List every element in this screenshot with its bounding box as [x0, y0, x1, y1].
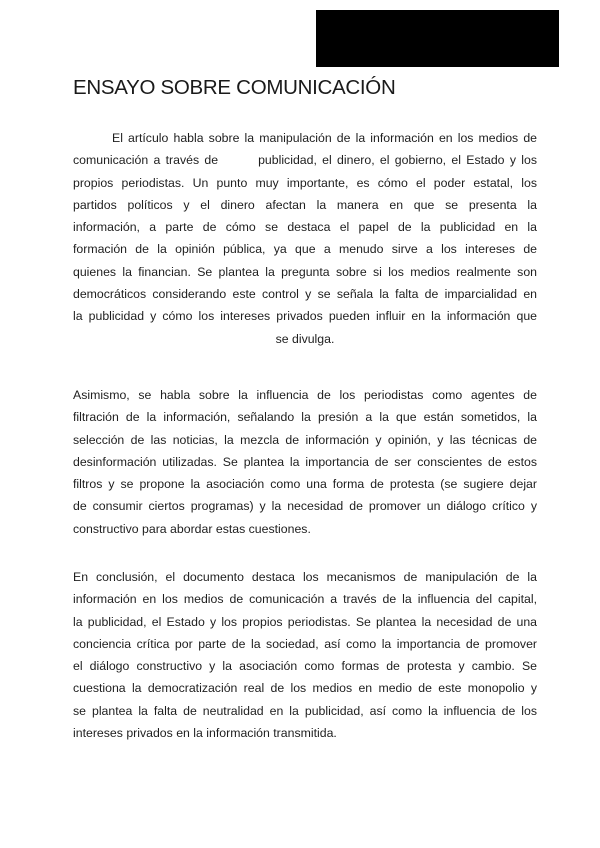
text-line: El artículo habla sobre la manipulación de la información en los medios de [112, 131, 537, 145]
text-line: propios periodistas. Un punto muy importante, es cómo el poder estatal, los [73, 175, 537, 190]
text-fragment: publicidad, el dinero, el gobierno, el Estado y los [258, 153, 537, 168]
text-line: conciencia crítica por parte de la sociedad, así como la importancia de promover [73, 636, 537, 651]
paragraph-1 [73, 127, 537, 350]
text-line: desinformación utilizadas. Se plantea la importancia de ser conscientes de estos [73, 454, 537, 469]
paragraph-3 [73, 566, 537, 744]
text-line-with-gap [73, 149, 537, 171]
text-line: se divulga. [275, 331, 335, 346]
text-line: filtración de la información, señalando la presión a la que están sometidos, la [73, 410, 537, 425]
text-line: Asimismo, se habla sobre la influencia de los periodistas como agentes de [73, 388, 537, 402]
text-line: constructivo para abordar estas cuestiones. [73, 521, 311, 536]
text-line: En conclusión, el documento destaca los mecanismos de manipulación de la [73, 570, 537, 584]
text-line: democráticos considerando este control y se señala la falta de imparcialidad en [73, 287, 537, 302]
text-line: filtros y se propone la asociación como una forma de protesta (se sugiere dejar [73, 477, 537, 492]
text-line: cuestiona la democratización real de los medios en medio de este monopolio y [73, 681, 537, 696]
text-line: la publicidad, el Estado y los propios periodistas. Se plantea la necesidad de una [73, 614, 537, 629]
text-fragment: comunicación a través de [73, 153, 219, 168]
paragraph-2 [73, 384, 537, 540]
text-line: partidos políticos y el dinero afectan la manera en que se presenta la [73, 197, 537, 212]
text-line: el diálogo constructivo y la asociación como formas de protesta y cambio. Se [73, 659, 537, 674]
text-line: información en los medios de comunicación a través de la influencia del capital, [73, 592, 537, 607]
document-title: ENSAYO SOBRE COMUNICACIÓN [73, 76, 396, 99]
text-line: se plantea la falta de neutralidad en la publicidad, así como la influencia de los [73, 703, 537, 718]
text-line: la publicidad y cómo los intereses privados pueden influir en la información que [73, 309, 537, 324]
text-line: de consumir ciertos programas) y la necesidad de promover un diálogo crítico y [73, 499, 537, 514]
text-line: quienes la financian. Se plantea la pregunta sobre si los medios realmente son [73, 264, 537, 279]
text-line: formación de la opinión pública, ya que a menudo sirve a los intereses de [73, 242, 537, 257]
redaction-block [316, 10, 559, 67]
text-line: selección de las noticias, la mezcla de información y opinión, y las técnicas de [73, 432, 537, 447]
text-line: intereses privados en la información transmitida. [73, 726, 337, 741]
text-line: información, a parte de cómo se destaca el papel de la publicidad en la [73, 220, 537, 235]
